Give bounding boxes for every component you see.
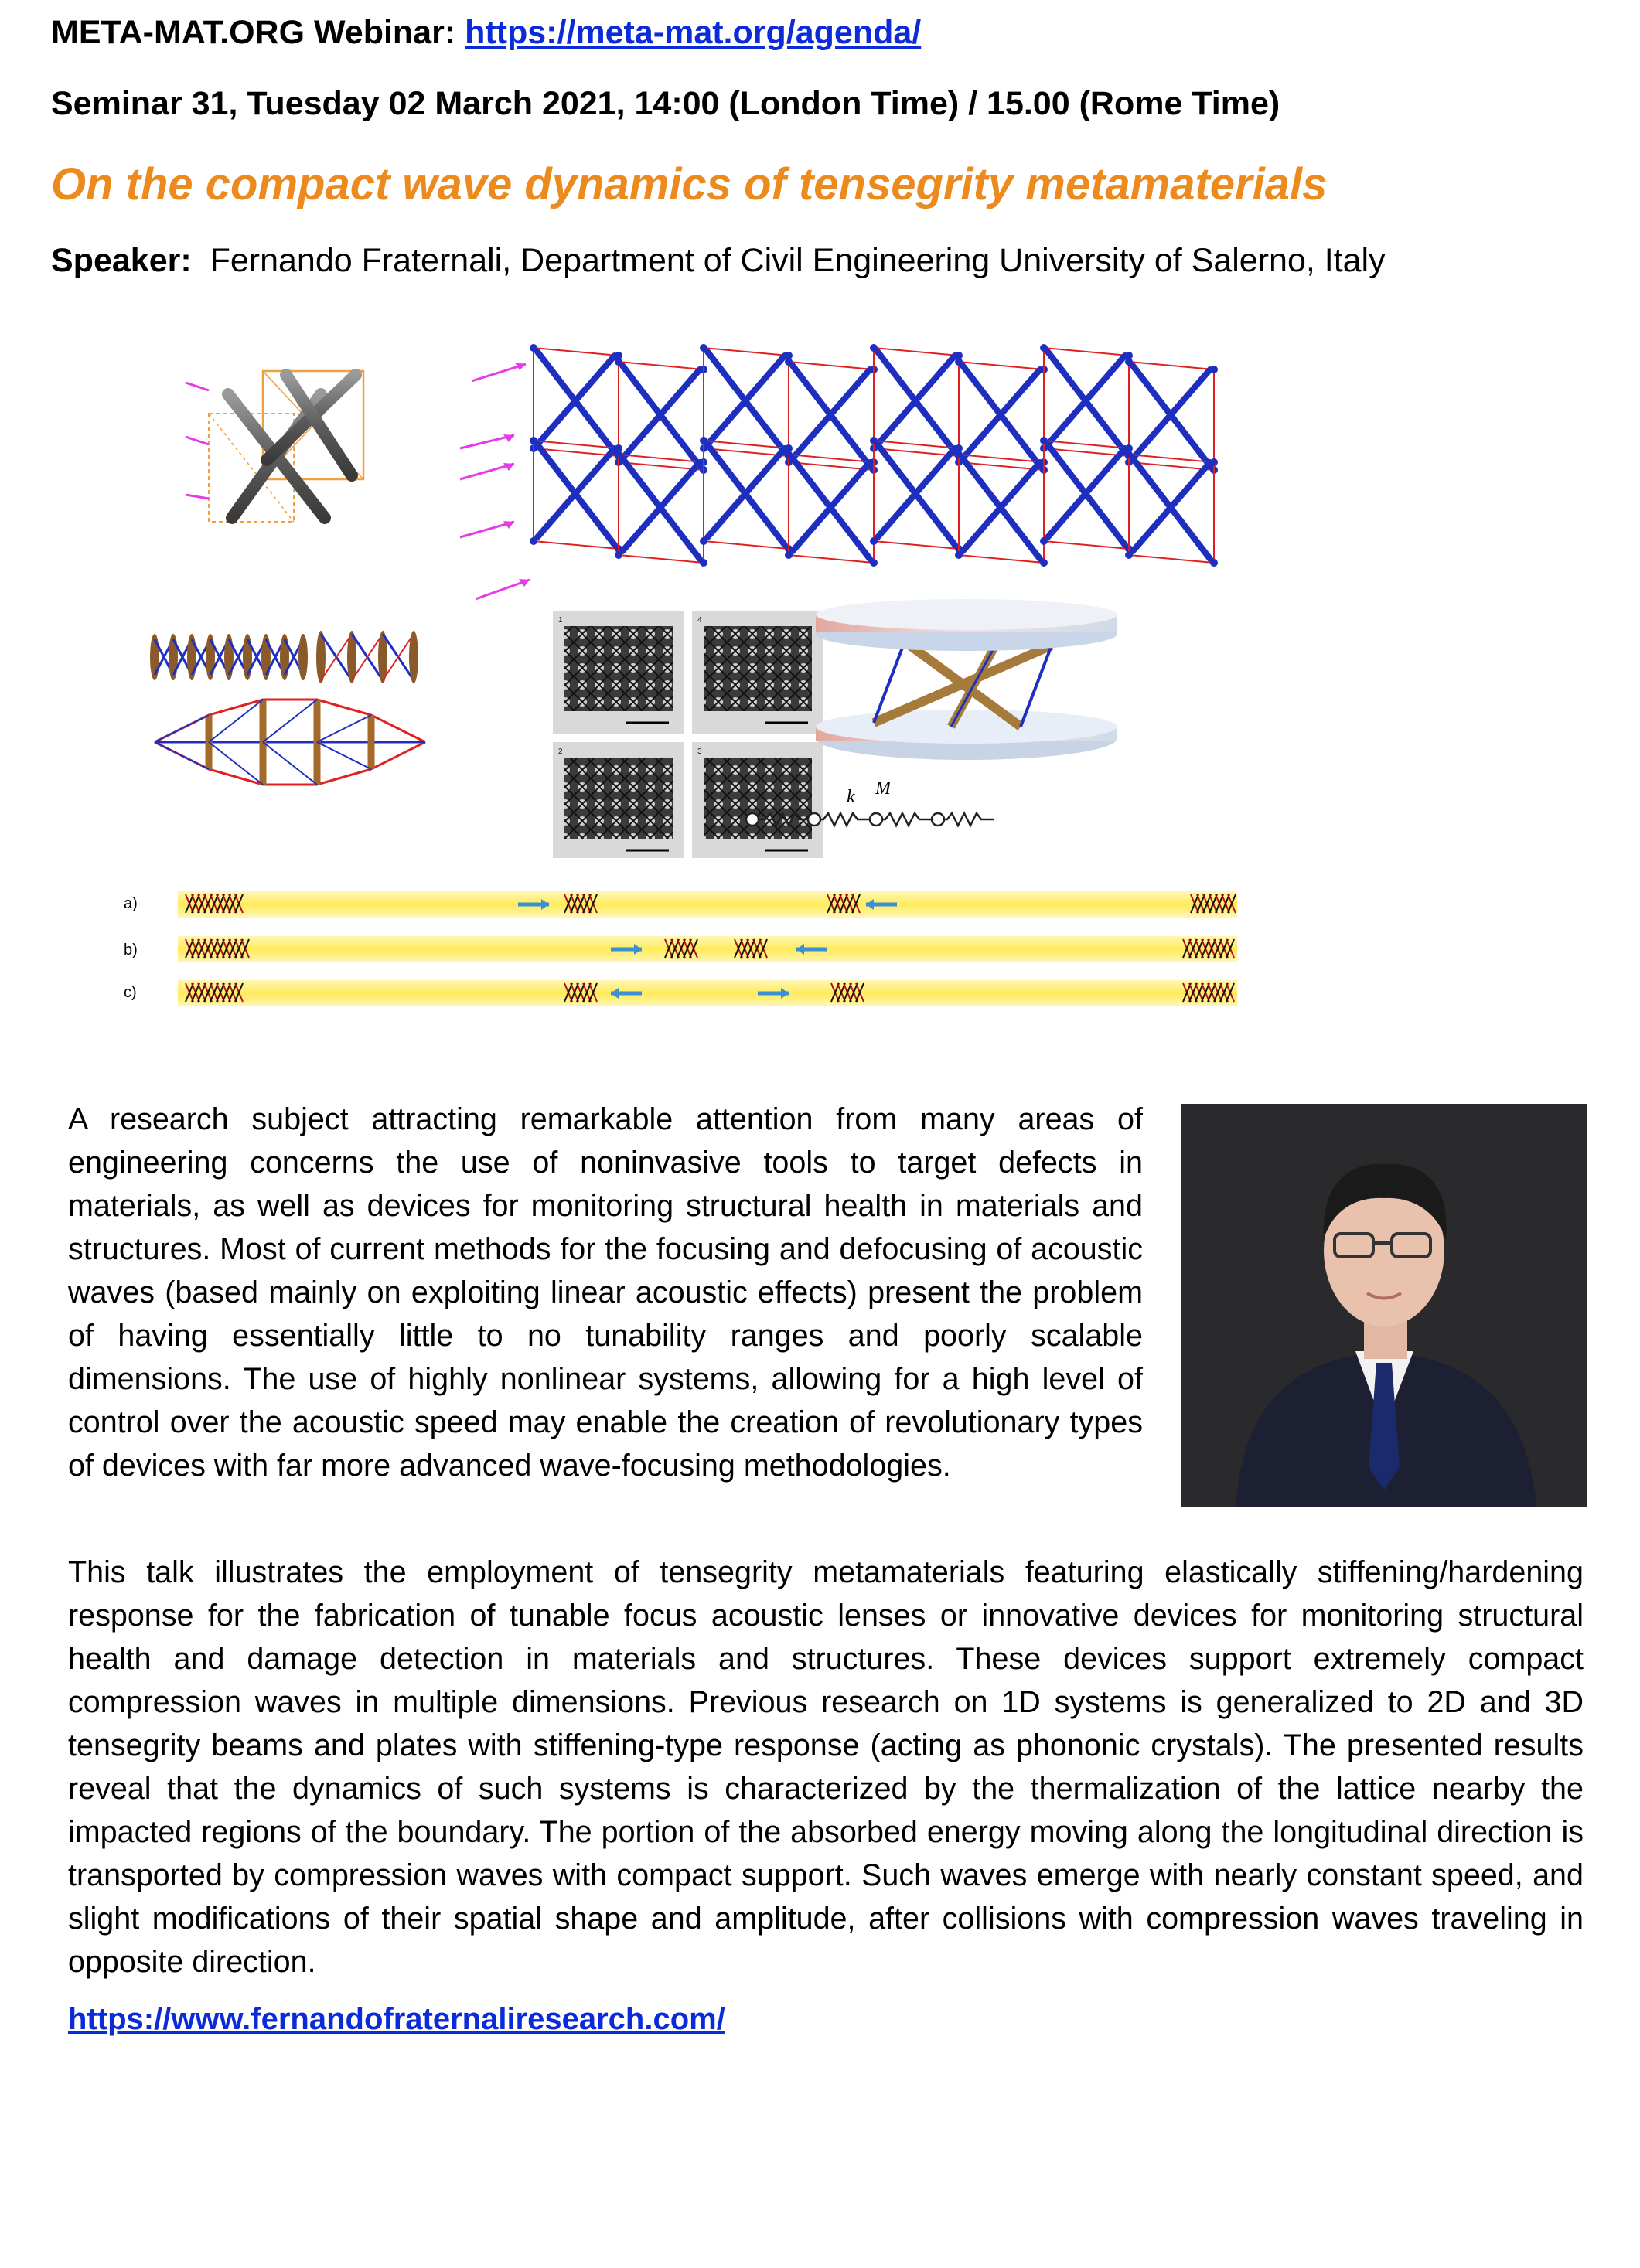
sample-photos bbox=[553, 611, 823, 858]
wave-simulation-bands bbox=[124, 891, 1237, 1006]
talk-title: On the compact wave dynamics of tensegrity metamaterials bbox=[51, 159, 1328, 209]
band-label-b: b) bbox=[124, 942, 138, 959]
band-label-a: a) bbox=[124, 895, 138, 912]
tensegrity-lattice-2d bbox=[530, 344, 1218, 567]
speaker-label: Speaker: bbox=[51, 242, 192, 279]
band-label-c: c) bbox=[124, 984, 137, 1001]
webinar-line bbox=[51, 14, 921, 52]
speaker-text: Fernando Fraternali, Department of Civil Engineering University of Salerno, Italy bbox=[210, 242, 1386, 279]
speaker-portrait bbox=[1181, 1104, 1587, 1507]
webinar-label: META-MAT.ORG Webinar: bbox=[51, 14, 465, 51]
tensegrity-prism-model bbox=[816, 599, 1117, 760]
spring-label-k: k bbox=[847, 787, 855, 807]
research-website-link[interactable]: https://www.fernandofraternaliresearch.com/ bbox=[68, 2002, 725, 2036]
speaker-line bbox=[51, 242, 1386, 280]
webinar-link[interactable]: https://meta-mat.org/agenda/ bbox=[465, 14, 922, 51]
photo-label-4: 4 bbox=[697, 616, 702, 625]
unit-cell-diagram bbox=[186, 371, 363, 522]
seminar-line: Seminar 31, Tuesday 02 March 2021, 14:00 (London Time) / 15.00 (Rome Time) bbox=[51, 85, 1280, 122]
research-website bbox=[68, 2002, 725, 2037]
photo-label-2: 2 bbox=[558, 747, 563, 756]
mass-label-M: M bbox=[875, 778, 891, 799]
tensegrity-column-chain bbox=[150, 631, 425, 785]
tensegrity-figure bbox=[124, 336, 1276, 1017]
photo-label-3: 3 bbox=[697, 747, 702, 756]
abstract-paragraph-2: This talk illustrates the employment of tensegrity metamaterials featuring elastically stiffening/hardening response for the fabrication of tunable focus acoustic lenses or innovative devices for monitoring structural health and damage detection in materials and structures. These devices support extremely compact compression waves in multiple dimensions. Previous research on 1D systems is generalized to 2D and 3D tensegrity beams and plates with stiffening-type response (acting as phononic crystals). The presented results reveal that the dynamics of such systems is characterized by the thermalization of the lattice nearby the impacted regions of the boundary. The portion of the absorbed energy moving along the longitudinal direction is transported by compression waves with compact support. Such waves emerge with nearly constant speed, and slight modifications of their spatial shape and amplitude, after collisions with compression waves traveling in opposite direction. bbox=[68, 1555, 1584, 1979]
impact-arrows bbox=[460, 363, 530, 599]
abstract-paragraph-1: A research subject attracting remarkable attention from many areas of engineering concerns the use of noninvasive tools to target defects in materials, as well as devices for monitoring structural health in materials and structures. Most of current methods for the focusing and defocusing of acoustic waves (based mainly on exploiting linear acoustic effects) present the problem of having essentially little to no tunability ranges and poorly scalable dimensions. The use of highly nonlinear systems, allowing for a high level of control over the acoustic speed may enable the creation of revolutionary types of devices with far more advanced wave-focusing methodologies. bbox=[68, 1102, 1143, 1483]
photo-label-1: 1 bbox=[558, 616, 563, 625]
